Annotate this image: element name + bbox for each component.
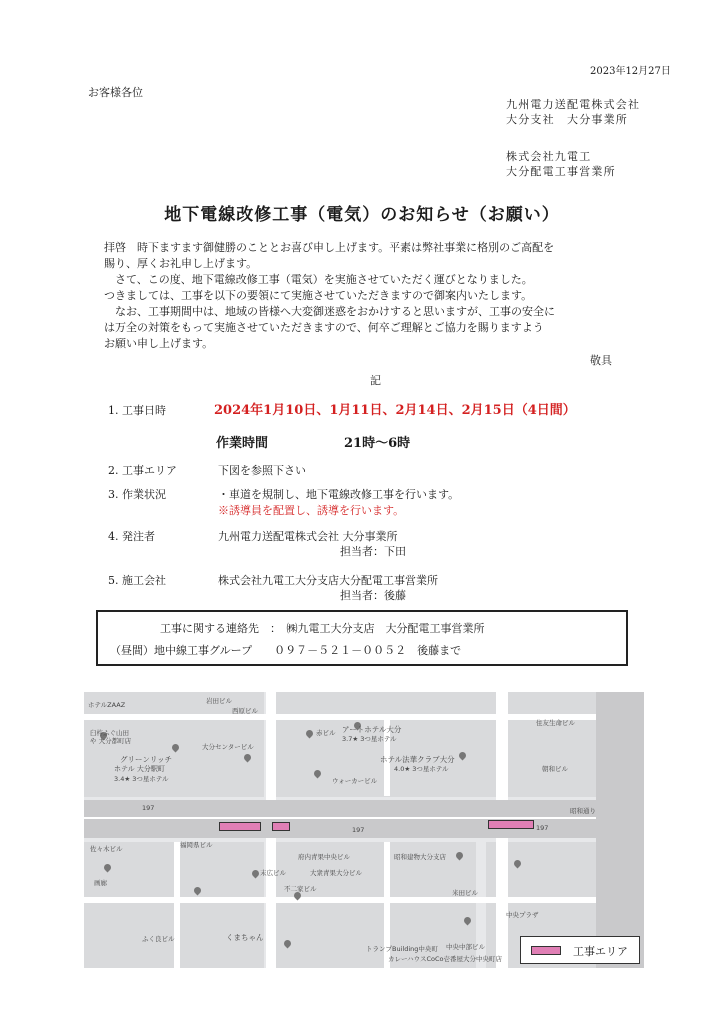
map-label: くまちゃん [226,933,264,942]
map-label: 不二家ビル [284,885,317,893]
client-label: 4. 発注者 [108,530,155,543]
map-label: ホテル法華クラブ大分 [380,755,455,764]
body-line: なお、工事期間中は、地域の皆様へ大変御迷惑をおかけすると思いますが、工事の安全に [104,305,555,318]
map-label: 大分センタービル [202,743,254,751]
map-label: 大衆青果大分ビル [310,869,362,877]
body-line: 賜り、厚くお礼申し上げます。 [104,257,258,270]
area-label: 2. 工事エリア [108,464,177,477]
map-label: 西原ビル [232,707,258,715]
contractor-value: 株式会社九電工大分支店大分配電工事営業所 [218,574,438,587]
map-label: ふく良ビル [142,935,175,943]
area-map [84,692,644,968]
map-label: 画廊 [94,879,107,887]
map-label: 197 [352,826,365,834]
map-label: 197 [142,804,155,812]
ki-heading: 記 [370,374,381,387]
addressee: お客様各位 [88,86,143,99]
body-line: お願い申し上げます。 [104,337,214,350]
map-label: 臼杵ふぐ山田 [90,729,129,737]
body-line: さて、この度、地下電線改修工事（電気）を実施させていただく運びとなりました。 [104,273,533,286]
map-label: グリーンリッチ [120,755,173,764]
hours-label: 作業時間 [216,436,269,451]
legend-swatch [531,946,561,955]
area-value: 下図を参照下さい [218,464,306,477]
sender-company-2: 株式会社九電工 [506,150,592,163]
map-label: や 大分都町店 [90,737,132,745]
client-person: 担当者：下田 [340,545,406,558]
map-road [174,842,180,968]
body-line: 拝啓 時下ますます御健勝のこととお喜び申し上げます。平素は弊社事業に格別のご高配を [104,241,555,254]
map-label: 197 [536,824,549,832]
map-label: 昭和建物大分支店 [394,853,446,861]
map-label: 朝和ビル [542,765,568,773]
status-note: ※誘導員を配置し、誘導を行います。 [218,504,405,517]
map-road-centerline [84,817,644,819]
status-value: ・車道を規制し、地下電線改修工事を行います。 [218,488,460,501]
sender-company-1: 九州電力送配電株式会社 [506,98,641,111]
map-label: 住友生命ビル [536,719,575,727]
map-label: カレーハウスCoCo壱番屋大分中央町店 [388,955,503,963]
map-label: 福岡県ビル [180,841,213,849]
map-label: 末広ビル [260,869,286,877]
map-road [84,897,596,903]
map-label: ウォーカービル [332,777,378,785]
map-label: 3.4★ 3つ星ホテル [114,775,169,783]
body-line: つきましては、工事を以下の要領にて実施させていただきますので御案内いたします。 [104,289,533,302]
page-title: 地下電線改修工事（電気）のお知らせ（お願い） [164,205,560,225]
map-label: 岩田ビル [206,697,232,705]
map-main-road-vertical [596,692,644,968]
work-area-marker [219,822,261,831]
legend-label: 工事エリア [573,945,628,958]
issue-date: 2023年12月27日 [590,66,671,77]
contact-line-1: 工事に関する連絡先 ： ㈱九電工大分支店 大分配電工事営業所 [160,622,485,635]
dates-value: 2024年1月10日、1月11日、2月14日、2月15日（4日間） [214,403,576,418]
work-area-marker [488,820,534,829]
map-label: アートホテル大分 [342,725,402,734]
map-label: 佐々木ビル [90,845,123,853]
map-label: ホテルZAAZ [88,701,126,709]
map-label: 赤ビル [316,729,336,737]
sender-branch-2: 大分配電工事営業所 [506,165,616,178]
map-label: 4.0★ 3つ星ホテル [394,765,449,773]
client-value: 九州電力送配電株式会社 大分事業所 [218,530,398,543]
contact-line-2: （昼間）地中線工事グループ ０９７－５２１－００５２ 後藤まで [110,644,462,657]
map-label: 米田ビル [452,889,478,897]
status-label: 3. 作業状況 [108,488,166,501]
map-label: 中央プラザ [506,911,539,919]
contact-box [96,610,628,666]
map-label: 府内青果中央ビル [298,853,350,861]
work-area-marker [272,822,290,831]
contractor-label: 5. 施工会社 [108,574,166,587]
map-legend [520,936,640,964]
map-label: トランプBuilding中央町 [366,945,438,953]
map-label: 3.7★ 3つ星ホテル [342,735,397,743]
hours-value: 21時～6時 [344,436,411,451]
sender-branch-1: 大分支社 大分事業所 [506,113,628,126]
map-label: 昭和通り [570,807,596,815]
body-line: は万全の対策をもって実施させていただきますので、何卒ご理解とご協力を賜りますよう [104,321,544,334]
contractor-person: 担当者：後藤 [340,589,406,602]
closing: 敬具 [590,354,612,367]
map-label: ホテル 大分駅町 [114,765,165,773]
map-label: 中央中部ビル [446,943,485,951]
dates-label: 1. 工事日時 [108,404,166,417]
